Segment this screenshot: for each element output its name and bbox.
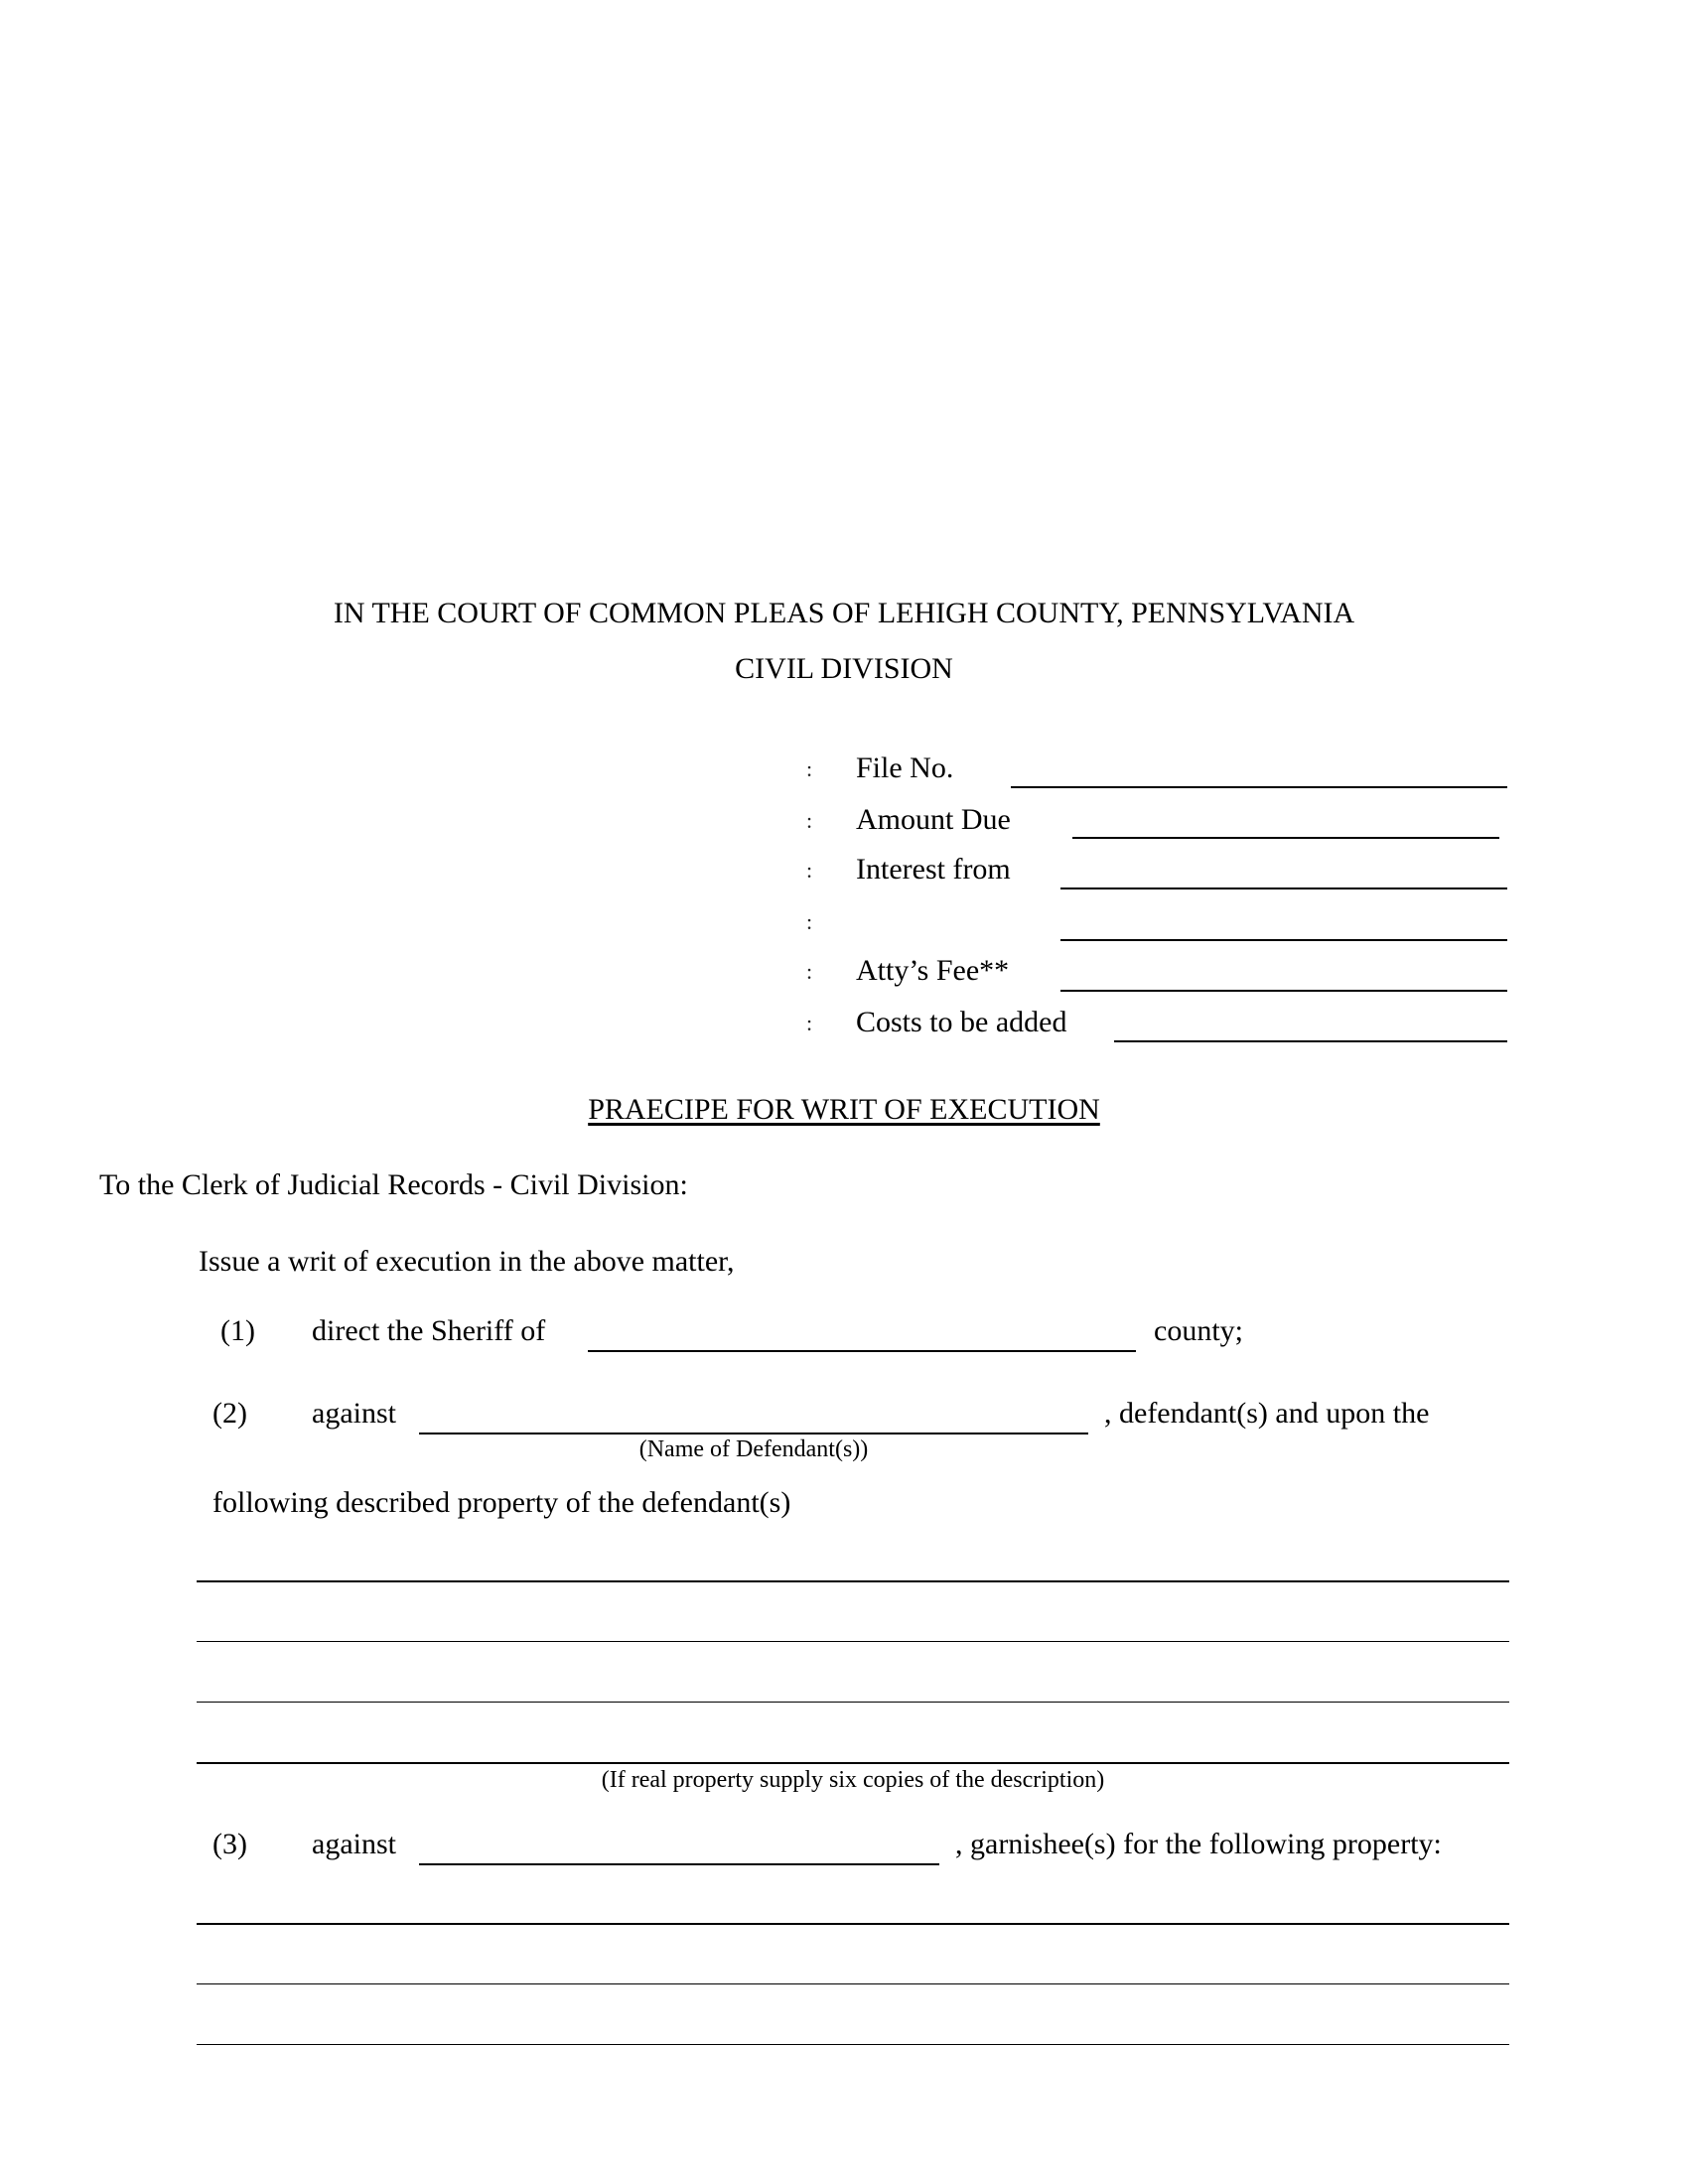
garnishee-name-field[interactable] [419,1863,939,1865]
item-3-text: against [312,1828,396,1860]
caption-colon: : [806,909,813,934]
caption-colon: : [806,959,813,984]
property-description-line[interactable] [197,1702,1509,1703]
amount-due-field[interactable] [1072,837,1499,839]
real-property-note: (If real property supply six copies of the description) [601,1767,1105,1793]
item-1-suffix: county; [1154,1314,1243,1347]
property-description-line[interactable] [197,1762,1509,1764]
interest-from-label: Interest from [856,853,1011,886]
sheriff-county-field[interactable] [588,1350,1136,1352]
item-2-text: against [312,1397,396,1430]
item-2-number: (2) [212,1397,247,1430]
item-2-suffix: , defendant(s) and upon the [1104,1397,1430,1430]
file-no-field[interactable] [1011,786,1507,788]
defendant-name-field[interactable] [419,1433,1088,1434]
amount-due-label: Amount Due [856,803,1011,836]
defendant-name-hint: (Name of Defendant(s)) [638,1436,869,1462]
garnishee-property-line[interactable] [197,1983,1509,1984]
interest-from-field[interactable] [1060,887,1507,889]
court-heading: IN THE COURT OF COMMON PLEAS OF LEHIGH COUNTY, PENNSYLVANIA [333,597,1355,629]
salutation: To the Clerk of Judicial Records - Civil Division: [99,1168,688,1201]
caption-colon: : [806,756,813,781]
attys-fee-field[interactable] [1060,990,1507,992]
item-3-number: (3) [212,1828,247,1860]
division-heading: CIVIL DIVISION [735,652,953,685]
document-title: PRAECIPE FOR WRIT OF EXECUTION [588,1093,1100,1126]
costs-label: Costs to be added [856,1006,1067,1038]
garnishee-property-line[interactable] [197,2044,1509,2045]
interest-continued-field[interactable] [1060,939,1507,941]
caption-colon: : [806,1011,813,1035]
file-no-label: File No. [856,751,954,784]
item-2-continuation: following described property of the defendant(s) [212,1486,791,1519]
caption-colon: : [806,858,813,883]
attys-fee-label: Atty’s Fee** [856,954,1010,987]
item-1-text: direct the Sheriff of [312,1314,546,1347]
property-description-line[interactable] [197,1641,1509,1642]
property-description-line[interactable] [197,1580,1509,1582]
costs-field[interactable] [1114,1040,1507,1042]
caption-colon: : [806,808,813,833]
item-1-number: (1) [220,1314,255,1347]
garnishee-property-line[interactable] [197,1923,1509,1925]
item-3-suffix: , garnishee(s) for the following property: [955,1828,1442,1860]
intro-text: Issue a writ of execution in the above matter, [199,1245,735,1278]
